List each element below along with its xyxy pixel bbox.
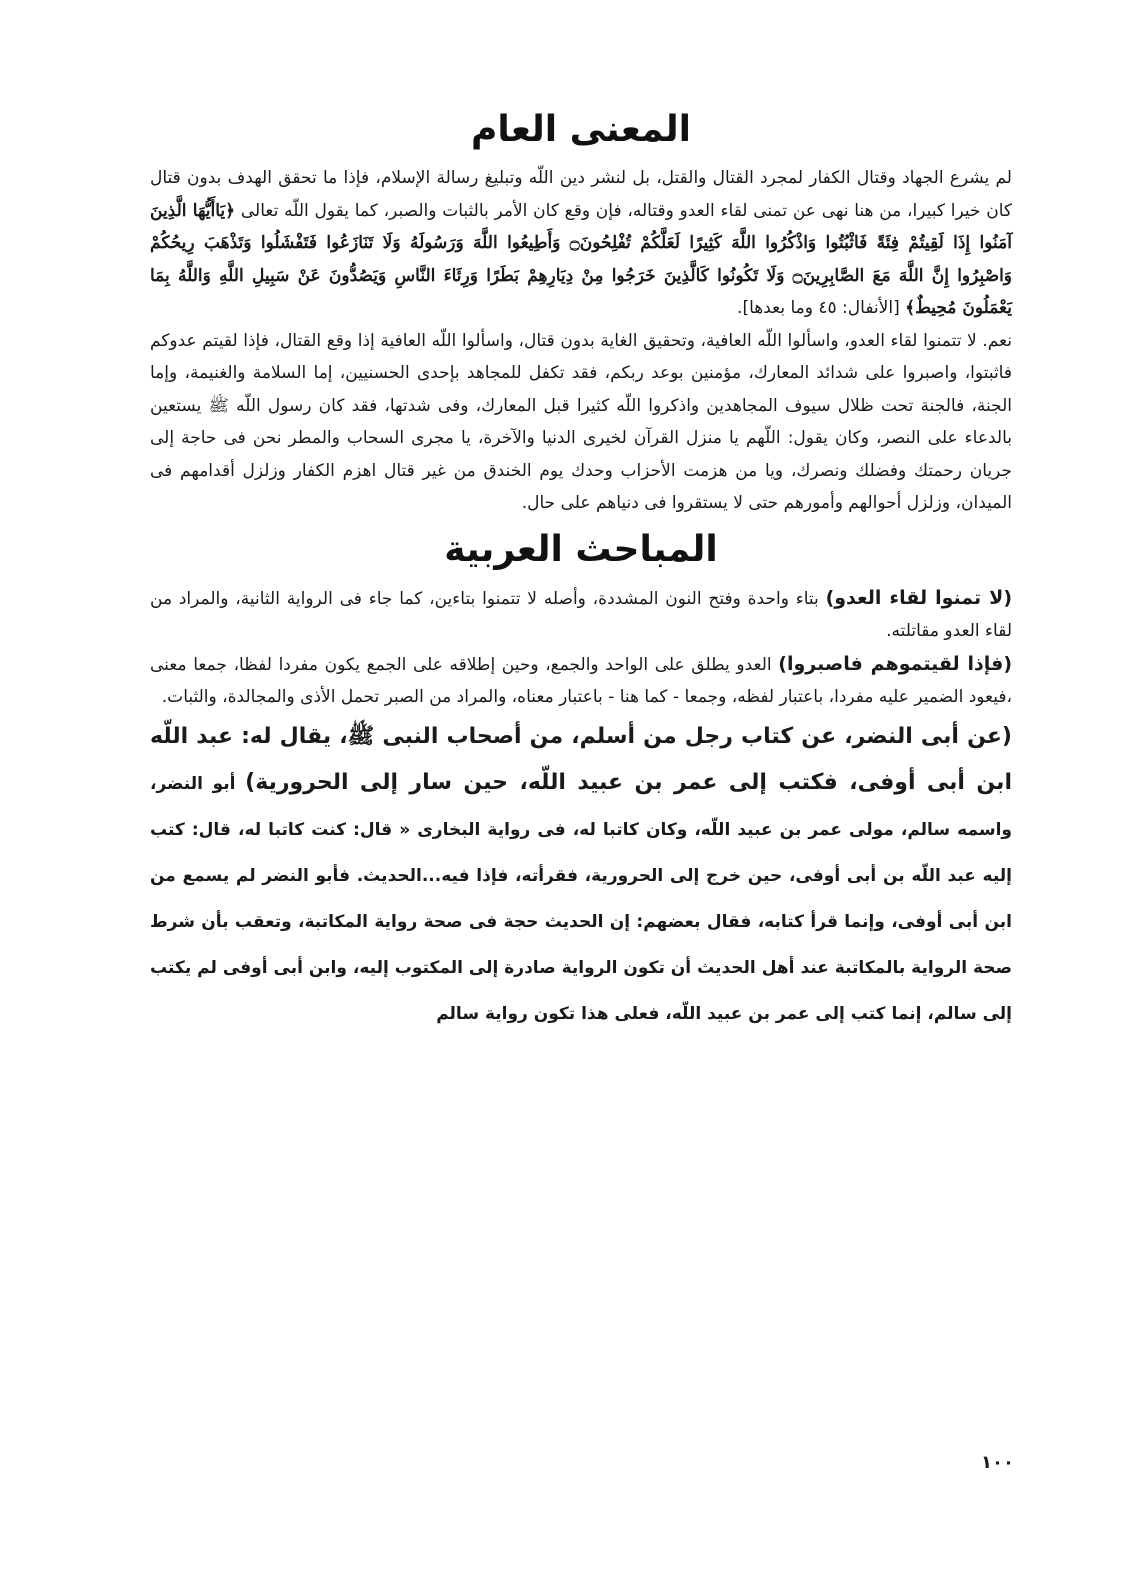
paragraph-term-1 bbox=[150, 582, 1012, 648]
paragraph-explanation: نعم. لا تتمنوا لقاء العدو، واسألوا اللّه العافية، وتحقيق الغاية بدون قتال، واسألوا اللّه العافية إذا وقع القتال، فإذا لقيتم عدوكم فاثبتوا، واصبروا على شدائد المعارك، مؤمنين بوعد ربكم، فقد تكفل للمجاهد بإحدى الحسنيين، إما السلامة والغنيمة، وإما الجنة، فالجنة تحت ظلال سيوف المجاهدين واذكروا اللّه كثيرا قبل المعارك، وفى شدتها، فقد كان رسول اللّه ﷺ يستعين بالدعاء على النصر، وكان يقول: اللّهم يا منزل القرآن لخيرى الدنيا والآخرة، يا مجرى السحاب والمطر نحن فى حاجة إلى جريان رحمتك وفضلك ونصرك، ويا من هزمت الأحزاب وحدك يوم الخندق من غير قتال اهزم الكفار وزلزل أقدامهم فى الميدان، وزلزل أحوالهم وأمورهم حتى لا يستقروا فى دنياهم على حال. bbox=[150, 330, 1012, 513]
verse-reference: [الأنفال: ٤٥ وما بعدها]. bbox=[737, 298, 900, 318]
term-explanation: بتاء واحدة وفتح النون المشددة، وأصله لا تتمنوا بتاءين، كما جاء فى الرواية الثانية، والمراد من لقاء العدو مقاتلته. bbox=[150, 588, 1012, 641]
page-number: ١٠٠ bbox=[981, 1452, 1014, 1473]
paragraph-hadith-chain bbox=[150, 714, 1012, 1036]
paragraph-text: لم يشرع الجهاد وقتال الكفار لمجرد القتال والقتل، بل لنشر دين اللّه وتبليغ رسالة الإسلام، فإذا ما تحقق الهدف بدون قتال كان خيرا كبيرا، من هنا نهى عن تمنى لقاء العدو وقتاله، فإن وقع كان الأمر بالثبات والصبر، كما يقول اللّه تعالى bbox=[150, 168, 1012, 221]
section-title-linguistic-topics: المباحث العربية bbox=[444, 528, 718, 570]
term-heading: (لا تمنوا لقاء العدو) bbox=[825, 586, 1012, 609]
hadith-explanation: أبو النضر، واسمه سالم، مولى عمر بن عبيد اللّه، وكان كاتبا له، فى رواية البخارى « قال: كنت كاتبا له، قال: كتب إليه عبد اللّه بن أبى أوفى، حين خرج إلى الحرورية، فقرأته، فإذا فيه...الحديث. فأبو النضر لم يسمع من ابن أبى أوفى، وإنما قرأ كتابه، فقال بعضهم: إن الحديث حجة فى صحة رواية المكاتبة، وتعقب بأن شرط صحة الرواية بالمكاتبة عند أهل الحديث أن تكون الرواية صادرة إلى المكتوب إليه، وابن أبى أوفى لم يكتب إلى سالم، إنما كتب إلى عمر بن عبيد اللّه، فعلى هذا تكون رواية سالم bbox=[150, 773, 1012, 1024]
term-explanation: العدو يطلق على الواحد والجمع، وحين إطلاقه على الجمع يكون مفردا لفظا، جمعا معنى ،فيعود الضمير عليه مفردا، باعتبار لفظه، وجمعا - كما هنا - باعتبار معناه، والمراد من الصبر تحمل الأذى والمجالدة، والثبات. bbox=[150, 654, 1012, 707]
page-body bbox=[150, 100, 1012, 1036]
paragraph-general-meaning bbox=[150, 162, 1012, 325]
hadith-heading: (عن أبى النضر، عن كتاب رجل من أسلم، من أصحاب النبى ﷺ، يقال له: عبد اللّه ابن أبى أوفى، فكتب إلى عمر بن عبيد اللّه، حين سار إلى الحرورية) bbox=[150, 723, 1012, 795]
term-heading: (فإذا لقيتموهم فاصبروا) bbox=[778, 652, 1013, 675]
quran-verse: ﴿يَاأَيُّهَا الَّذِينَ آمَنُوا إِذَا لَقِيتُمْ فِئَةً فَاثْبُتُوا وَاذْكُرُوا اللَّهَ كَثِيرًا لَعَلَّكُمْ تُفْلِحُونَ۝ وَأَطِيعُوا اللَّهَ وَرَسُولَهُ وَلَا تَنَازَعُوا فَتَفْشَلُوا وَتَذْهَبَ رِيحُكُمْ وَاصْبِرُوا إِنَّ اللَّهَ مَعَ الصَّابِرِينَ۝ وَلَا تَكُونُوا كَالَّذِينَ خَرَجُوا مِنْ دِيَارِهِمْ بَطَرًا وَرِئَاءَ النَّاسِ وَيَصُدُّونَ عَنْ سَبِيلِ اللَّهِ وَاللَّهُ بِمَا يَعْمَلُونَ مُحِيطٌ﴾ bbox=[150, 200, 1012, 318]
paragraph-term-2 bbox=[150, 648, 1012, 714]
section-title-general-meaning: المعنى العام bbox=[470, 109, 692, 150]
